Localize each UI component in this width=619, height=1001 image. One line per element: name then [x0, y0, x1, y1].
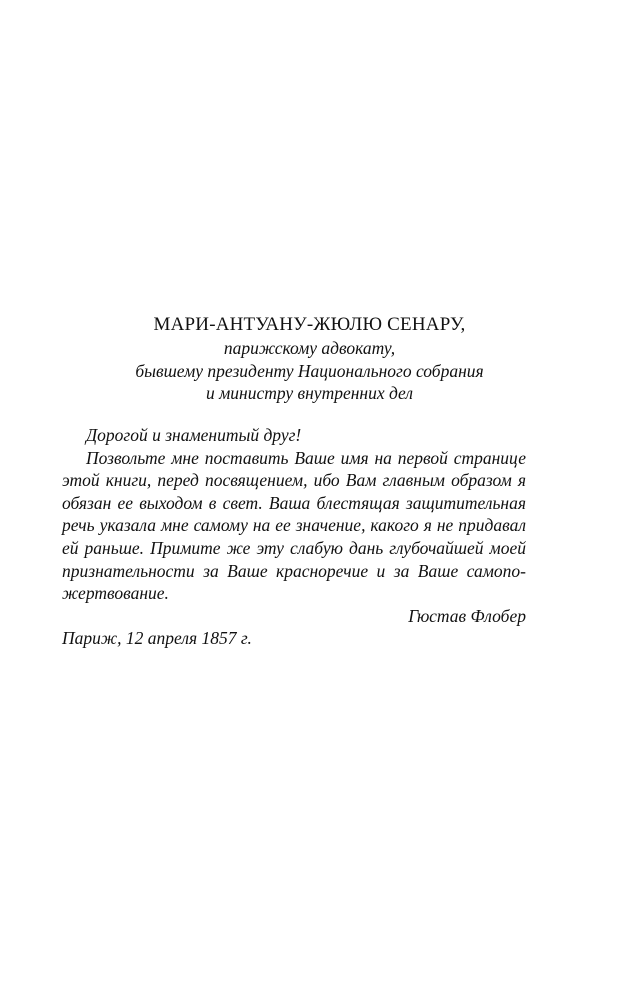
letter-line: Позвольте мне поставить Ваше имя на первой странице — [86, 447, 526, 468]
letter-line: речь указала мне самому на ее значение, какого я не придавал — [62, 515, 526, 536]
dedicatee-title-line: и министру внутренних дел — [205, 383, 414, 403]
letter-line: жертвование. — [62, 583, 169, 604]
letter-line: этой книги, перед посвящением, ибо Вам главным образом я — [62, 470, 526, 491]
letter-greeting: Дорогой и знаменитый друг! — [86, 425, 302, 445]
dedicatee-title-line: парижскому адвокату, — [223, 338, 396, 358]
dedicatee-name: МАРИ-АНТУАНУ-ЖЮЛЮ СЕНАРУ, — [153, 314, 466, 335]
letter-line: ей раньше. Примите же эту слабую дань глубочайшей моей — [62, 537, 526, 558]
letter-line: обязан ее выходом в свет. Ваша блестящая защитительная — [62, 492, 526, 513]
dedicatee-title-line: бывшему президенту Национального собрания — [135, 360, 484, 381]
letter-body — [62, 424, 526, 650]
letter-place-date: Париж, 12 апреля 1857 г. — [62, 628, 252, 649]
letter-line: признательности за Ваше красноречие и за Ваше самопо- — [62, 560, 526, 581]
letter-signature: Гюстав Флобер — [408, 605, 526, 626]
dedication-heading — [0, 313, 619, 405]
